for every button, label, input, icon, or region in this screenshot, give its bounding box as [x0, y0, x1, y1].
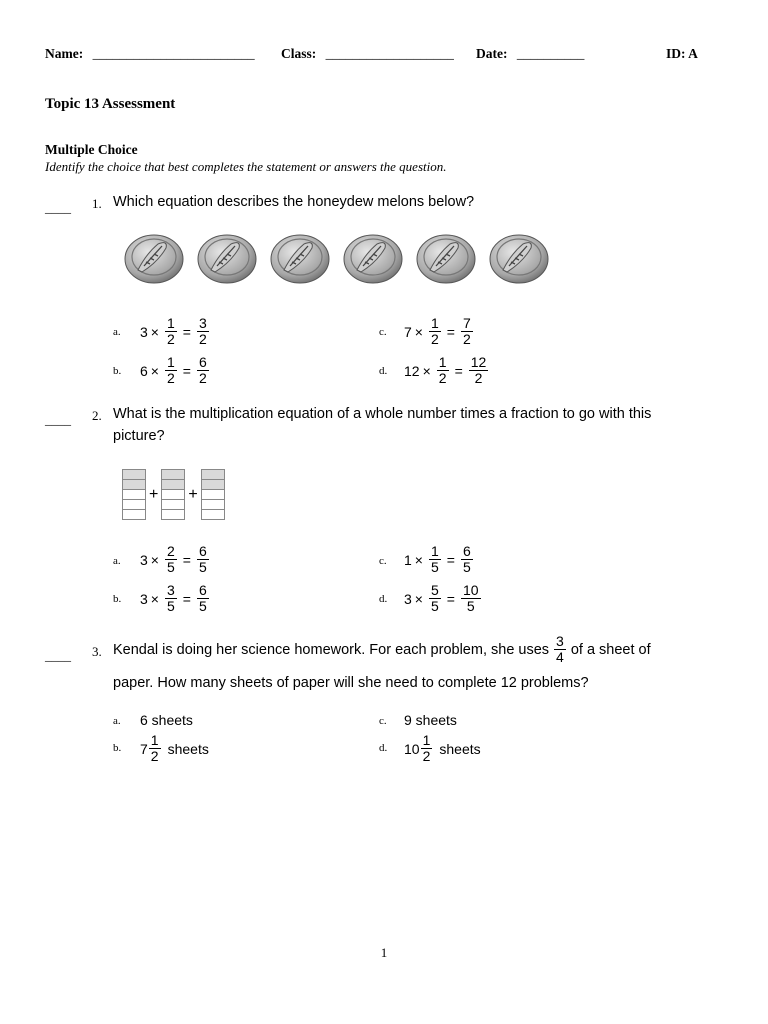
numerator: 1 [438, 354, 447, 370]
denominator: 2 [198, 331, 207, 347]
question-number-1: 1. [92, 196, 102, 211]
fraction [429, 316, 441, 347]
q1-option-b[interactable] [140, 355, 212, 386]
equals-sign: = [454, 362, 463, 379]
fraction [165, 316, 177, 347]
fraction [461, 544, 473, 575]
times-sign: × [414, 590, 423, 607]
honeydew-melon-icon [124, 232, 184, 284]
denominator: 5 [430, 559, 439, 575]
honeydew-melon-icon [489, 232, 549, 284]
numerator: 12 [470, 354, 487, 370]
page-title: Topic 13 Assessment [45, 96, 176, 112]
numerator: 1 [166, 315, 175, 331]
q2-option-c-label[interactable]: c. [379, 555, 387, 567]
equals-sign: = [446, 323, 455, 340]
whole-number: 7 [404, 323, 412, 340]
denominator: 5 [198, 598, 207, 614]
q3-option-c-label[interactable]: c. [379, 715, 387, 727]
fraction [461, 583, 481, 614]
honeydew-melon-icon [270, 232, 330, 284]
whole-number: 12 [404, 362, 420, 379]
page-number: 1 [380, 945, 388, 960]
q3-option-a[interactable]: 6 sheets [140, 712, 193, 728]
section-heading: Multiple Choice [45, 142, 138, 157]
q3-option-c[interactable]: 9 sheets [404, 712, 457, 728]
denominator: 5 [430, 598, 439, 614]
q2-option-a[interactable] [140, 544, 212, 575]
unit-label: sheets [167, 740, 209, 757]
date-field [476, 46, 584, 62]
question-text: Kendal is doing her science homework. For each problem, she uses [113, 641, 550, 658]
numerator: 2 [166, 543, 175, 559]
class-blank[interactable]: ___________________ [325, 46, 454, 61]
equals-sign: = [182, 362, 191, 379]
whole-number: 3 [140, 323, 148, 340]
times-sign: × [150, 590, 159, 607]
fraction [461, 316, 473, 347]
denominator: 5 [166, 598, 175, 614]
fraction [197, 544, 209, 575]
question-text: of a sheet of [570, 641, 651, 658]
name-label: Name: [45, 46, 84, 61]
whole-number: 1 [404, 551, 412, 568]
fraction [429, 583, 441, 614]
denominator: 2 [474, 370, 483, 386]
q2-option-b[interactable] [140, 583, 212, 614]
denominator: 2 [462, 331, 471, 347]
q1-option-d-label[interactable]: d. [379, 365, 388, 377]
q2-option-b-label[interactable]: b. [113, 593, 122, 605]
times-sign: × [414, 551, 423, 568]
denominator: 2 [166, 331, 175, 347]
q1-option-b-label[interactable]: b. [113, 365, 122, 377]
plus-sign: + [188, 485, 198, 503]
fraction-strip [201, 469, 225, 520]
equals-sign: = [182, 551, 191, 568]
whole-number: 6 [140, 362, 148, 379]
whole-number: 3 [404, 590, 412, 607]
denominator: 2 [166, 370, 175, 386]
numerator: 3 [166, 582, 175, 598]
denominator: 5 [462, 559, 471, 575]
times-sign: × [422, 362, 431, 379]
numerator: 1 [150, 732, 159, 748]
equals-sign: = [182, 590, 191, 607]
question-number-2: 2. [92, 408, 102, 423]
answer-blank-3[interactable]: ____ [45, 648, 71, 663]
numerator: 3 [198, 315, 207, 331]
denominator: 2 [150, 748, 159, 764]
fraction [165, 583, 177, 614]
q2-option-d-label[interactable]: d. [379, 593, 388, 605]
times-sign: × [414, 323, 423, 340]
question-text-3-line2: paper. How many sheets of paper will she need to complete 12 problems? [113, 675, 589, 691]
whole-number: 3 [140, 590, 148, 607]
id-label: ID: A [666, 46, 698, 61]
fraction [437, 355, 449, 386]
fraction-strip [122, 469, 146, 520]
honeydew-melon-icon [197, 232, 257, 284]
question-text-3-line1 [113, 634, 651, 665]
q1-option-c-label[interactable]: c. [379, 326, 387, 338]
whole-number: 7 [140, 740, 148, 757]
denominator: 5 [466, 598, 475, 614]
equals-sign: = [446, 551, 455, 568]
numerator: 6 [462, 543, 471, 559]
numerator: 1 [166, 354, 175, 370]
fraction [197, 355, 209, 386]
fraction [429, 544, 441, 575]
fraction-strip [161, 469, 185, 520]
fraction-strips-picture [122, 469, 225, 520]
unit-label: sheets [439, 740, 481, 757]
numerator: 6 [198, 582, 207, 598]
name-blank[interactable]: ________________________ [92, 46, 255, 61]
fraction [165, 355, 177, 386]
fraction [197, 583, 209, 614]
numerator: 6 [198, 543, 207, 559]
numerator: 1 [430, 315, 439, 331]
times-sign: × [150, 362, 159, 379]
whole-number: 10 [404, 740, 420, 757]
question-number-3: 3. [92, 644, 102, 659]
answer-blank-2[interactable]: ____ [45, 412, 71, 427]
date-blank[interactable]: __________ [516, 46, 585, 61]
denominator: 5 [198, 559, 207, 575]
numerator: 10 [462, 582, 479, 598]
fraction [149, 733, 161, 764]
question-text-line: picture? [113, 428, 165, 444]
numerator: 6 [198, 354, 207, 370]
q3-option-d[interactable] [404, 733, 481, 764]
q2-option-c[interactable] [404, 544, 476, 575]
fraction [197, 316, 209, 347]
denominator: 2 [430, 331, 439, 347]
denominator: 4 [556, 649, 564, 665]
class-field [281, 46, 454, 62]
numerator: 1 [430, 543, 439, 559]
denominator: 5 [166, 559, 175, 575]
numerator: 1 [422, 732, 431, 748]
times-sign: × [150, 551, 159, 568]
numerator: 7 [462, 315, 471, 331]
q2-option-d[interactable] [404, 583, 484, 614]
numerator: 3 [556, 633, 564, 649]
honeydew-melon-icon [416, 232, 476, 284]
header-row [45, 46, 255, 62]
fraction [469, 355, 489, 386]
q2-option-a-label[interactable]: a. [113, 555, 121, 567]
q3-option-b[interactable] [140, 733, 209, 764]
honeydew-melon-icon [343, 232, 403, 284]
q1-option-c[interactable] [404, 316, 476, 347]
date-label: Date: [476, 46, 508, 61]
numerator: 5 [430, 582, 439, 598]
fraction [554, 634, 566, 665]
question-text-line: What is the multiplication equation of a whole number times a fraction to go with this [113, 406, 652, 422]
denominator: 2 [198, 370, 207, 386]
q3-option-b-label[interactable]: b. [113, 742, 122, 754]
q1-option-a[interactable] [140, 316, 212, 347]
denominator: 2 [438, 370, 447, 386]
equals-sign: = [446, 590, 455, 607]
times-sign: × [150, 323, 159, 340]
plus-sign: + [149, 485, 159, 503]
fraction [165, 544, 177, 575]
section-instructions: Identify the choice that best completes the statement or answers the question. [45, 159, 447, 174]
denominator: 2 [422, 748, 431, 764]
equals-sign: = [182, 323, 191, 340]
fraction [421, 733, 433, 764]
q1-option-a-label[interactable]: a. [113, 326, 121, 338]
class-label: Class: [281, 46, 317, 61]
whole-number: 3 [140, 551, 148, 568]
question-text-2 [113, 403, 651, 447]
question-text-1: Which equation describes the honeydew melons below? [113, 194, 475, 210]
melon-image-row [124, 232, 549, 284]
answer-blank-1[interactable]: ____ [45, 200, 71, 215]
q3-option-a-label[interactable]: a. [113, 715, 121, 727]
q1-option-d[interactable] [404, 355, 491, 386]
q3-option-d-label[interactable]: d. [379, 742, 388, 754]
